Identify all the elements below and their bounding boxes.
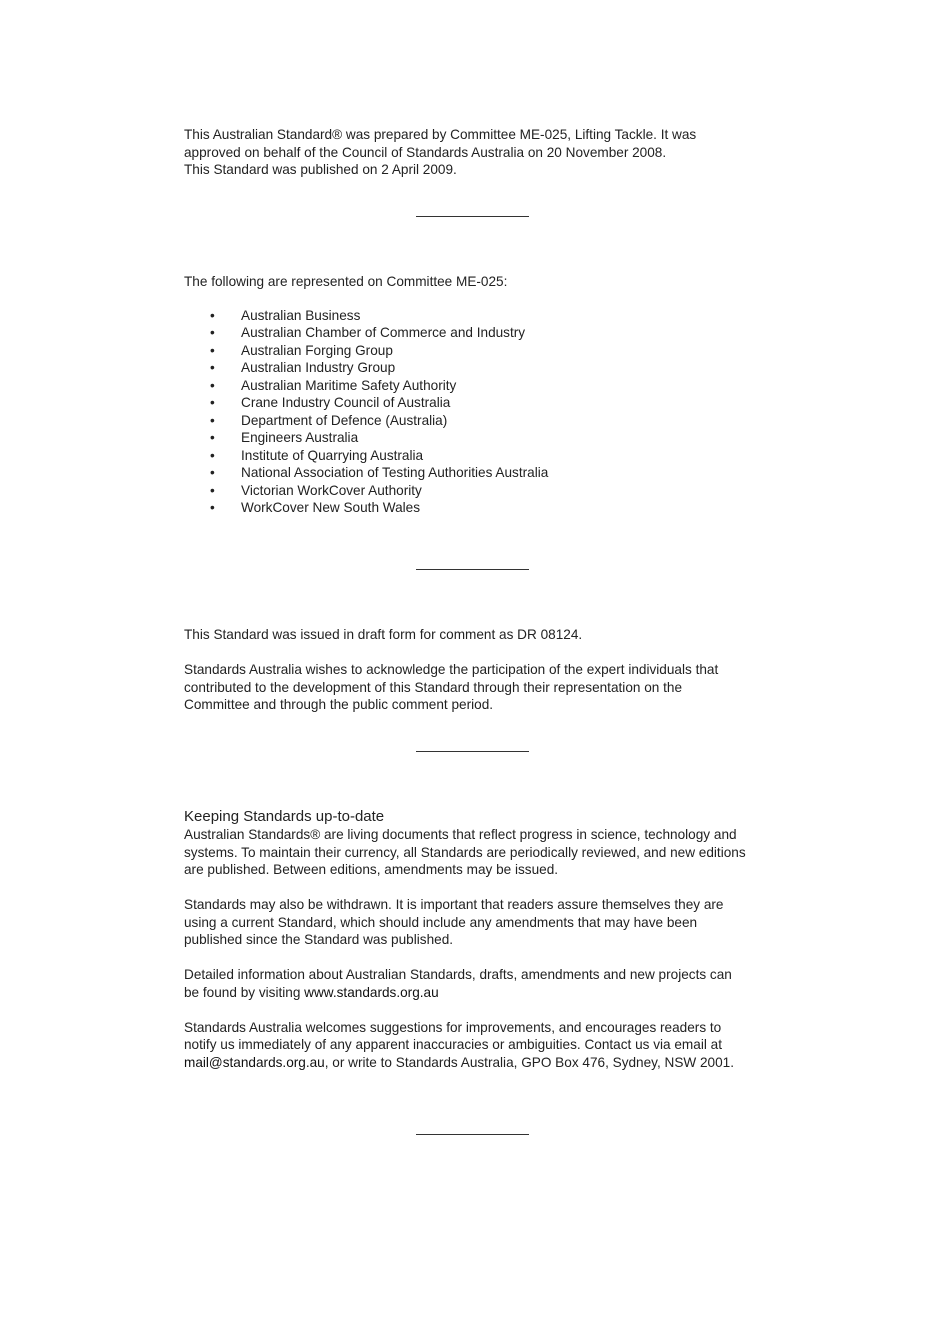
list-item	[184, 359, 774, 377]
bullet-icon: •	[210, 360, 215, 375]
list-item	[184, 324, 774, 342]
para2-line-1: Standards may also be withdrawn. It is important that readers assure themselves they are	[184, 897, 724, 912]
acknowledgement-line-1: Standards Australia wishes to acknowledge the participation of the expert individuals that	[184, 662, 719, 677]
bullet-icon: •	[210, 412, 215, 428]
para3-line-1: Detailed information about Australian Standards, drafts, amendments and new projects can	[184, 967, 732, 982]
website-link[interactable]: www.standards.org.au	[304, 984, 439, 1000]
member-name: Australian Business	[241, 307, 361, 323]
para1-line-3: are published. Between editions, amendments may be issued.	[184, 862, 559, 877]
committee-block	[184, 273, 774, 517]
draft-issued: This Standard was issued in draft form for comment as DR 08124.	[184, 627, 583, 642]
list-item	[184, 342, 774, 360]
list-item	[184, 447, 774, 465]
bullet-icon: •	[210, 307, 215, 323]
divider-1	[416, 216, 529, 217]
member-name: WorkCover New South Wales	[241, 500, 421, 515]
list-item	[184, 307, 774, 325]
bullet-icon: •	[210, 325, 215, 340]
para3-line-2-text: be found by visiting	[184, 984, 305, 1000]
divider-4	[416, 1134, 529, 1135]
list-item	[184, 499, 774, 517]
list-item	[184, 394, 774, 412]
bullet-icon: •	[210, 482, 215, 498]
para4-line-2: notify us immediately of any apparent inaccuracies or ambiguities. Contact us via email at	[184, 1037, 722, 1052]
divider-3	[416, 751, 529, 752]
list-item	[184, 429, 774, 447]
divider-2	[416, 569, 529, 570]
member-name: Victorian WorkCover Authority	[241, 482, 422, 498]
para4-line-1: Standards Australia welcomes suggestions for improvements, and encourages readers to	[184, 1019, 722, 1035]
intro-line-2: approved on behalf of the Council of Standards Australia on 20 November 2008.	[184, 144, 667, 160]
bullet-icon: •	[210, 377, 215, 393]
list-item	[184, 482, 774, 500]
list-item	[184, 412, 774, 430]
member-name: Crane Industry Council of Australia	[241, 395, 451, 410]
member-name: Institute of Quarrying Australia	[241, 447, 424, 463]
draft-block	[184, 626, 774, 714]
member-name: Australian Chamber of Commerce and Industry	[241, 325, 526, 340]
keeping-block	[184, 807, 774, 1071]
para2-line-3: published since the Standard was published.	[184, 932, 454, 947]
para3-line-2	[184, 984, 774, 1002]
para4-line-3	[184, 1054, 774, 1072]
para1-line-1: Australian Standards® are living documents that reflect progress in science, technology and	[184, 827, 737, 842]
intro-block	[184, 126, 774, 179]
member-name: National Association of Testing Authorities Australia	[241, 465, 549, 480]
acknowledgement-line-3: Committee and through the public comment period.	[184, 697, 494, 712]
intro-line-3: This Standard was published on 2 April 2009.	[184, 162, 457, 177]
bullet-icon: •	[210, 500, 215, 515]
member-name: Australian Industry Group	[241, 360, 396, 375]
member-name: Australian Forging Group	[241, 342, 393, 358]
para1-line-2: systems. To maintain their currency, all Standards are periodically reviewed, and new editions	[184, 844, 746, 860]
para2-line-2: using a current Standard, which should include any amendments that may have been	[184, 914, 698, 930]
email-link[interactable]: mail@standards.org.au	[184, 1054, 325, 1070]
para4-line-3-text: , or write to Standards Australia, GPO Box 476, Sydney, NSW 2001.	[324, 1054, 735, 1070]
member-name: Department of Defence (Australia)	[241, 412, 448, 428]
member-name: Engineers Australia	[241, 430, 359, 445]
bullet-icon: •	[210, 430, 215, 445]
list-item	[184, 464, 774, 482]
bullet-icon: •	[210, 465, 215, 480]
acknowledgement-line-2: contributed to the development of this Standard through their representation on the	[184, 679, 683, 695]
bullet-icon: •	[210, 342, 215, 358]
committee-member-list	[184, 307, 774, 517]
list-item	[184, 377, 774, 395]
committee-intro: The following are represented on Committee ME-025:	[184, 274, 508, 289]
bullet-icon: •	[210, 447, 215, 463]
intro-line-1: This Australian Standard® was prepared by Committee ME-025, Lifting Tackle. It was	[184, 127, 697, 142]
bullet-icon: •	[210, 395, 215, 410]
section-heading: Keeping Standards up-to-date	[184, 808, 385, 825]
member-name: Australian Maritime Safety Authority	[241, 377, 457, 393]
